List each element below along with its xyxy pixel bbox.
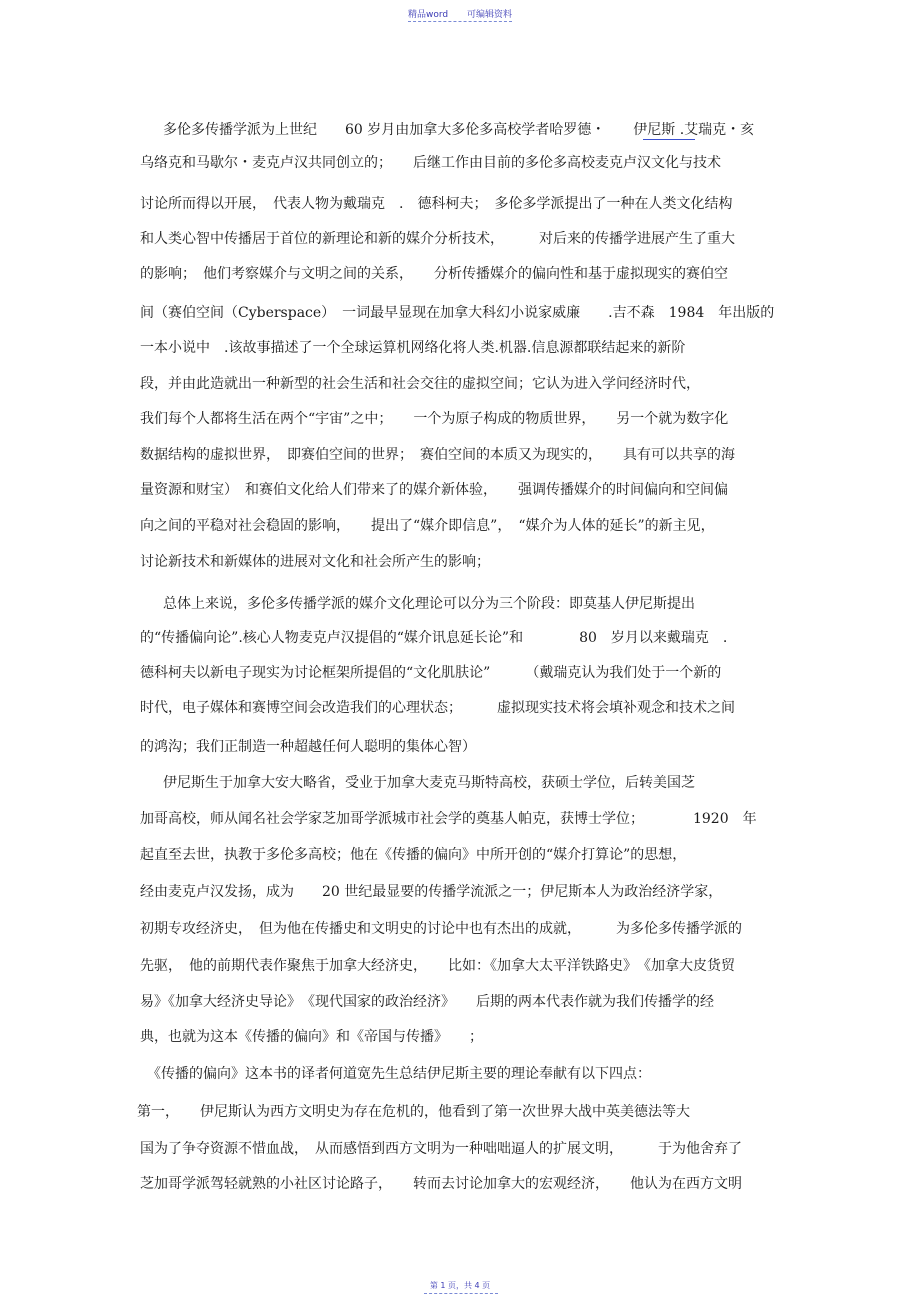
text-line: 的鸿沟；我们正制造一种超越任何人聪明的集体心智）: [140, 739, 476, 755]
link-underline: [643, 139, 695, 140]
text-line: 先驱， 他的前期代表作聚焦于加拿大经济史， 比如：《加拿大太平洋铁路史》 《加拿大皮货贸: [140, 958, 735, 974]
text-line: 讨论新技术和新媒体的进展对文化和社会所产生的影响；: [140, 554, 490, 570]
text-line: 段，并由此造就出一种新型的社会生活和社会交往的虚拟空间；它认为进入学问经济时代，: [140, 376, 700, 392]
page-footer: 第 1 页，共 4 页: [429, 1281, 491, 1290]
page-header: [0, 7, 920, 20]
text-line: 乌络克和马歇尔・麦克卢汉共同创立的； 后继工作由目前的多伦多高校麦克卢汉文化与技术: [140, 155, 721, 171]
text-line: 易》《加拿大经济史导论》 《现代国家的政治经济》 后期的两本代表作就为我们传播学的经: [140, 994, 714, 1010]
text-line: 《传播的偏向》这本书的译者何道宽先生总结伊尼斯主要的理论奉献有以下四点：: [147, 1066, 651, 1082]
header-divider: [408, 21, 512, 22]
text-line: 数据结构的虚拟世界， 即赛伯空间的世界； 赛伯空间的本质又为现实的， 具有可以共享的海: [140, 447, 735, 463]
text-line: 时代，电子媒体和赛博空间会改造我们的心理状态； 虚拟现实技术将会填补观念和技术之间: [140, 700, 735, 716]
text-line: 讨论所而得以开展， 代表人物为戴瑞克 . 德科柯夫； 多伦多学派提出了一种在人类文化结构: [140, 196, 733, 212]
text-line: 量资源和财宝） 和赛伯文化给人们带来了的媒介新体验， 强调传播媒介的时间偏向和空间偏: [140, 482, 728, 498]
text-line: 德科柯夫以新电子现实为讨论框架所提倡的“文化肌肤论” （戴瑞克认为我们处于一个新的: [140, 665, 722, 681]
text-line: 国为了争夺资源不惜血战， 从而感悟到西方文明为一种咄咄逼人的扩展文明， 于为他舍弃了: [140, 1141, 742, 1157]
text-line: 第一， 伊尼斯认为西方文明史为存在危机的，他看到了第一次世界大战中英美德法等大: [137, 1104, 690, 1120]
text-line: 起直至去世，执教于多伦多高校；他在《传播的偏向》中所开创的“媒介打算论”的思想，: [140, 847, 687, 863]
text-line: 的影响； 他们考察媒介与文明之间的关系， 分析传播媒介的偏向性和基于虚拟现实的赛伯空: [140, 266, 728, 282]
text-line: 和人类心智中传播居于首位的新理论和新的媒介分析技术， 对后来的传播学进展产生了重大: [140, 231, 735, 247]
text-line: 初期专攻经济史， 但为他在传播史和文明史的讨论中也有杰出的成就， 为多伦多传播学派的: [140, 921, 742, 937]
text-line: 典，也就为这本《传播的偏向》和《帝国与传播》 ；: [140, 1029, 483, 1045]
text-line: 经由麦克卢汉发扬，成为 20 世纪最显要的传播学流派之一；伊尼斯本人为政治经济学家，: [140, 884, 723, 900]
text-line: 的“传播偏向论”.核心人物麦克卢汉提倡的“媒介讯息延长论”和 80 岁月以来戴瑞克 .: [140, 630, 728, 646]
text-line: 加哥高校，师从闻名社会学家芝加哥学派城市社会学的奠基人帕克，获博士学位； 1920 年: [140, 811, 757, 827]
text-line: 伊尼斯生于加拿大安大略省，受业于加拿大麦克马斯特高校，获硕士学位，后转美国芝: [163, 775, 695, 791]
header-right-text: 可编辑资料: [466, 10, 512, 20]
text-line: 向之间的平稳对社会稳固的影响， 提出了“媒介即信息”， “媒介为人体的延长”的新主见，: [140, 518, 715, 534]
text-line: 总体上来说，多伦多传播学派的媒介文化理论可以分为三个阶段：即莫基人伊尼斯提出: [163, 596, 695, 612]
footer-divider: [424, 1293, 498, 1294]
text-line: 一本小说中 .该故事描述了一个全球运算机网络化将人类.机器.信息源都联结起来的新阶: [140, 340, 686, 356]
text-line: 多伦多传播学派为上世纪 60 岁月由加拿大多伦多高校学者哈罗德・ 伊尼斯 .艾瑞克・亥: [163, 122, 755, 138]
header-left-text: 精品word: [407, 10, 449, 20]
text-line: 芝加哥学派驾轻就熟的小社区讨论路子， 转而去讨论加拿大的宏观经济， 他认为在西方文明: [140, 1176, 742, 1192]
text-line: 间（赛伯空间（Cyberspace） 一词最早显现在加拿大科幻小说家威廉 .吉不森 1984 年出版的: [140, 305, 775, 321]
text-line: 我们每个人都将生活在两个“宇宙”之中； 一个为原子构成的物质世界， 另一个就为数字化: [140, 411, 729, 427]
